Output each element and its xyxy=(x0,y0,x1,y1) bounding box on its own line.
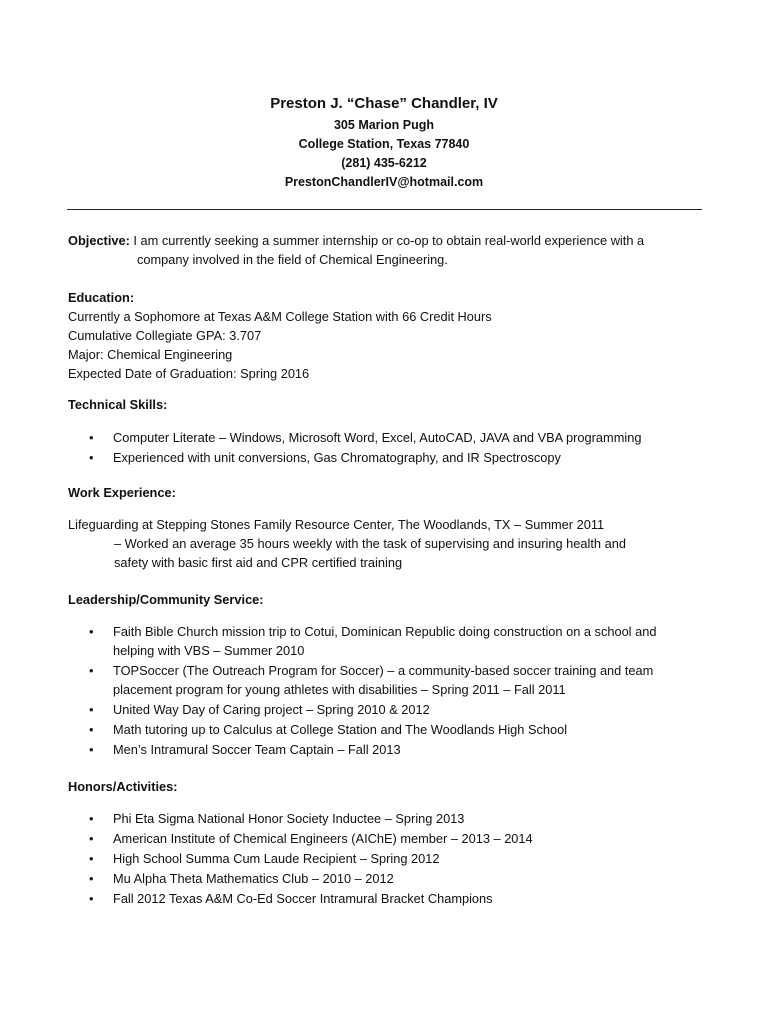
bullet-icon: • xyxy=(89,851,94,866)
education-line: Cumulative Collegiate GPA: 3.707 xyxy=(68,328,262,343)
email-address: PrestonChandlerIV@hotmail.com xyxy=(284,175,484,189)
work-experience-title: Work Experience: xyxy=(68,485,176,500)
bullet-icon: • xyxy=(89,624,94,639)
leadership-text-line1: Math tutoring up to Calculus at College Station and The Woodlands High School xyxy=(113,722,568,737)
resume-header xyxy=(0,94,768,192)
honor-text: American Institute of Chemical Engineers (AIChE) member – 2013 – 2014 xyxy=(113,831,533,846)
bullet-icon: • xyxy=(89,871,94,886)
list-item xyxy=(68,661,708,699)
leadership-text-line1: TOPSoccer (The Outreach Program for Soccer) – a community-based soccer training and team xyxy=(113,663,654,678)
objective-text-line1: I am currently seeking a summer internship or co-op to obtain real-world experience with a xyxy=(129,233,645,248)
job-detail-line: – Worked an average 35 hours weekly with the task of supervising and insuring health and xyxy=(114,536,626,551)
bullet-icon: • xyxy=(89,702,94,717)
honor-text: Phi Eta Sigma National Honor Society Inductee – Spring 2013 xyxy=(113,811,465,826)
leadership-section xyxy=(68,590,708,759)
list-item xyxy=(68,809,708,828)
bullet-icon: • xyxy=(89,811,94,826)
list-item xyxy=(68,869,708,888)
leadership-title: Leadership/Community Service: xyxy=(68,592,264,607)
bullet-icon: • xyxy=(89,450,94,465)
address-street: 305 Marion Pugh xyxy=(333,118,435,132)
education-section xyxy=(68,288,708,383)
objective-section xyxy=(68,231,708,269)
list-item xyxy=(68,829,708,848)
bullet-icon: • xyxy=(89,722,94,737)
bullet-icon: • xyxy=(89,742,94,757)
bullet-icon: • xyxy=(89,891,94,906)
candidate-name: Preston J. “Chase” Chandler, IV xyxy=(270,95,498,112)
work-experience-section xyxy=(68,483,708,572)
header-divider xyxy=(67,209,702,210)
leadership-text-line1: Faith Bible Church mission trip to Cotui, Dominican Republic doing construction on a school and xyxy=(113,624,657,639)
bullet-icon: • xyxy=(89,430,94,445)
list-item xyxy=(68,700,708,719)
phone-number: (281) 435-6212 xyxy=(341,156,427,170)
objective-label: Objective: xyxy=(68,233,130,248)
education-line: Expected Date of Graduation: Spring 2016 xyxy=(68,366,310,381)
technical-skills-list xyxy=(68,428,708,467)
honor-text: High School Summa Cum Laude Recipient – Spring 2012 xyxy=(113,851,440,866)
honors-list xyxy=(68,809,708,908)
education-title: Education: xyxy=(68,290,135,305)
resume-body xyxy=(68,231,708,908)
technical-skills-title: Technical Skills: xyxy=(68,397,168,412)
address-city: College Station, Texas 77840 xyxy=(298,137,470,151)
education-line: Major: Chemical Engineering xyxy=(68,347,233,362)
list-item xyxy=(68,849,708,868)
list-item xyxy=(68,448,708,467)
job-detail-line: safety with basic first aid and CPR certified training xyxy=(114,555,403,570)
leadership-text-line2: helping with VBS – Summer 2010 xyxy=(113,643,305,658)
list-item xyxy=(68,740,708,759)
honor-text: Fall 2012 Texas A&M Co-Ed Soccer Intramural Bracket Champions xyxy=(113,891,493,906)
list-item xyxy=(68,428,708,447)
honor-text: Mu Alpha Theta Mathematics Club – 2010 – 2012 xyxy=(113,871,394,886)
list-item xyxy=(68,889,708,908)
list-item xyxy=(68,622,708,660)
leadership-list xyxy=(68,622,708,759)
bullet-icon: • xyxy=(89,831,94,846)
education-line: Currently a Sophomore at Texas A&M College Station with 66 Credit Hours xyxy=(68,309,492,324)
leadership-text-line2: placement program for young athletes with disabilities – Spring 2011 – Fall 2011 xyxy=(113,682,566,697)
leadership-text-line1: Men’s Intramural Soccer Team Captain – Fall 2013 xyxy=(113,742,401,757)
list-item xyxy=(68,720,708,739)
bullet-icon: • xyxy=(89,663,94,678)
honors-section xyxy=(68,777,708,908)
technical-skills-section xyxy=(68,395,708,467)
objective-text-line2: company involved in the field of Chemical Engineering. xyxy=(137,252,448,267)
job-title-line: Lifeguarding at Stepping Stones Family Resource Center, The Woodlands, TX – Summer 2011 xyxy=(68,517,605,532)
leadership-text-line1: United Way Day of Caring project – Spring 2010 & 2012 xyxy=(113,702,430,717)
skill-text: Computer Literate – Windows, Microsoft Word, Excel, AutoCAD, JAVA and VBA programming xyxy=(113,430,642,445)
skill-text: Experienced with unit conversions, Gas Chromatography, and IR Spectroscopy xyxy=(113,450,561,465)
honors-title: Honors/Activities: xyxy=(68,779,178,794)
